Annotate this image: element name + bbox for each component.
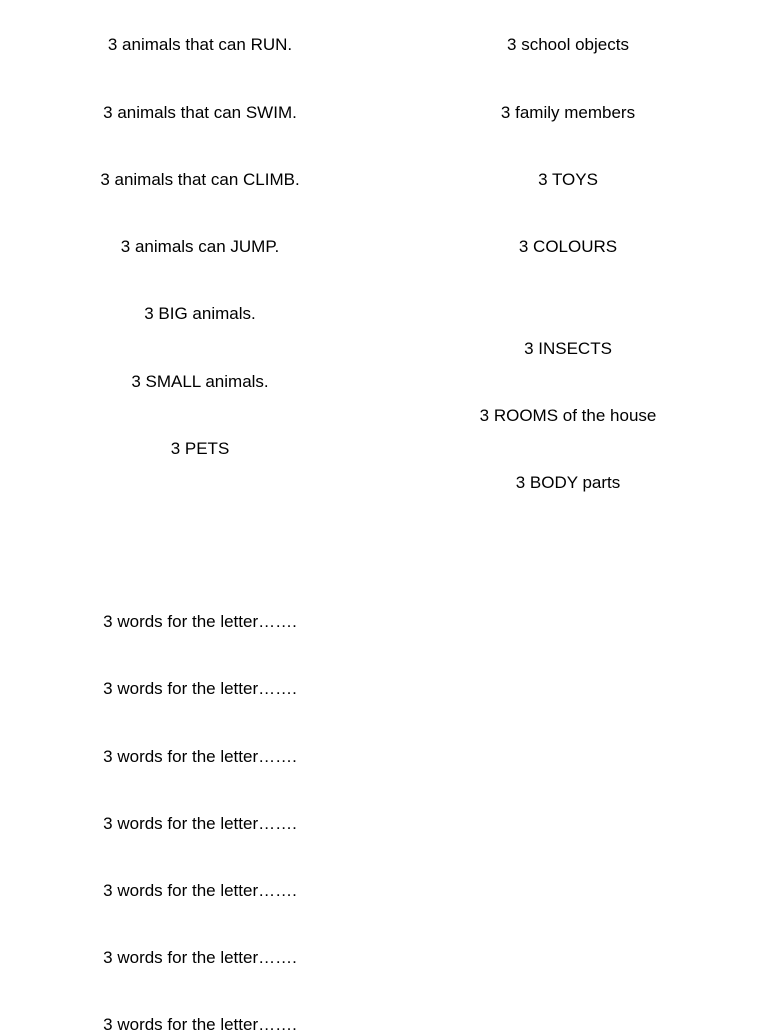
prompt-school-objects: 3 school objects xyxy=(507,35,629,54)
prompt-big-animals: 3 BIG animals. xyxy=(144,304,256,323)
prompt-letter-words: 3 words for the letter……. xyxy=(103,814,297,833)
prompt-family-members: 3 family members xyxy=(500,103,636,122)
prompt-animals-climb: 3 animals that can CLIMB. xyxy=(100,170,300,189)
prompt-body-parts: 3 BODY parts xyxy=(515,473,621,492)
prompt-letter-words: 3 words for the letter……. xyxy=(103,747,297,766)
prompt-animals-run: 3 animals that can RUN. xyxy=(107,35,293,54)
prompt-letter-words: 3 words for the letter……. xyxy=(103,881,297,900)
prompt-rooms: 3 ROOMS of the house xyxy=(479,406,657,425)
prompt-animals-swim: 3 animals that can SWIM. xyxy=(103,103,297,122)
prompt-animals-jump: 3 animals can JUMP. xyxy=(120,237,280,256)
prompt-pets: 3 PETS xyxy=(170,439,230,458)
prompt-letter-words: 3 words for the letter……. xyxy=(103,612,297,631)
prompt-toys: 3 TOYS xyxy=(538,170,598,189)
prompt-colours: 3 COLOURS xyxy=(518,237,618,256)
prompt-small-animals: 3 SMALL animals. xyxy=(131,372,269,391)
prompt-letter-words: 3 words for the letter……. xyxy=(103,679,297,698)
prompt-insects: 3 INSECTS xyxy=(524,339,612,358)
prompt-letter-words: 3 words for the letter……. xyxy=(103,1015,297,1034)
prompt-letter-words: 3 words for the letter……. xyxy=(103,948,297,967)
